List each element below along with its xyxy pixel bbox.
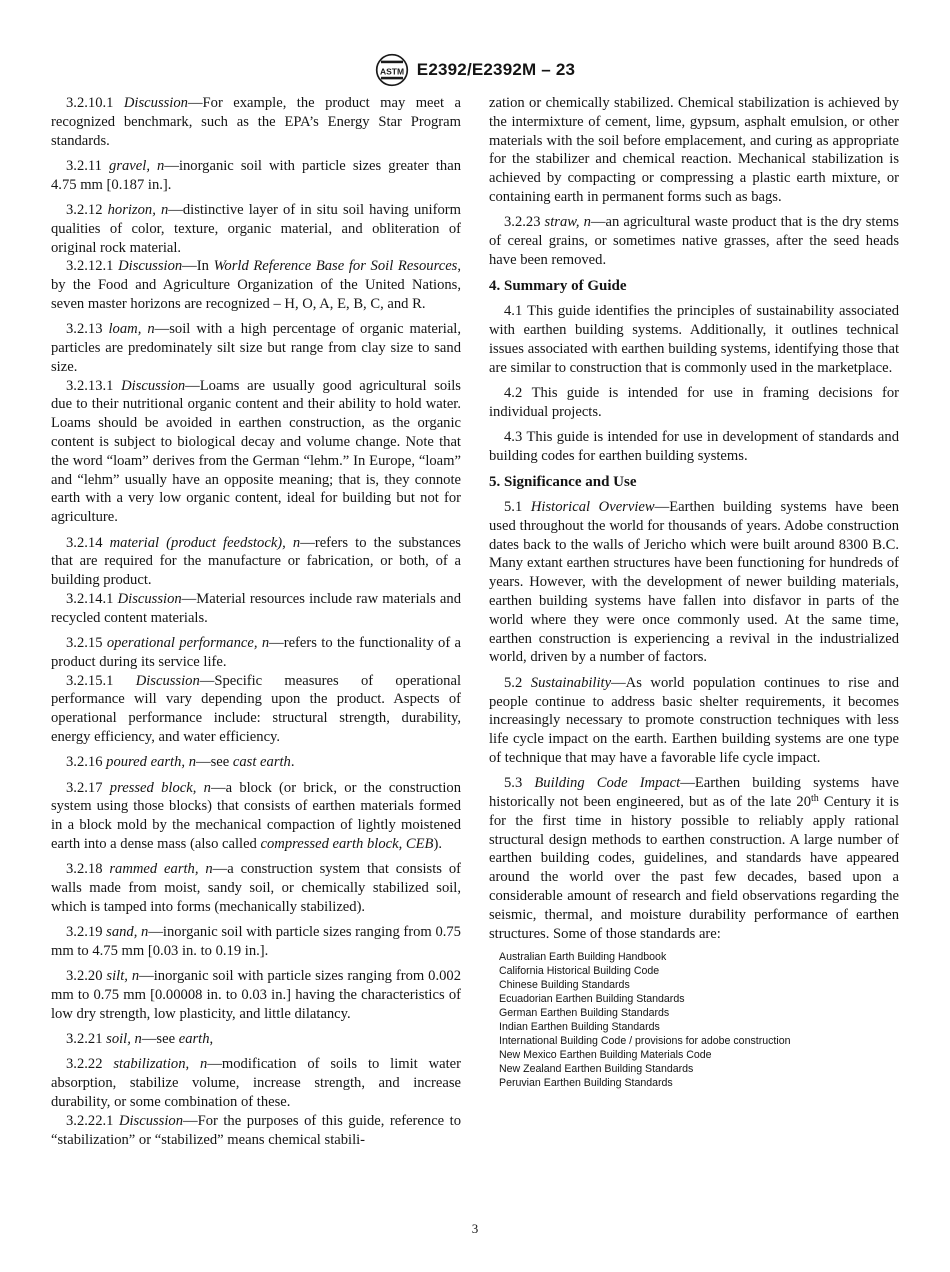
para-3-2-22: 3.2.22 stabilization, n—modification of soils to limit water absorption, stabilize volume, increase strength, and increase durability, or some combination of these. [51, 1056, 461, 1111]
list-item: Peruvian Earthen Building Standards [499, 1076, 673, 1089]
para-3-2-17: 3.2.17 pressed block, n—a block (or brick, or the construction system using those blocks) that consists of earthen materials formed in a block mold by the mechanical compaction of lightly moistened earth into a dense mass (also called compressed earth block, CEB). [51, 779, 461, 852]
left-column [51, 94, 461, 1156]
document-id: E2392/E2392M – 23 [416, 60, 576, 79]
para-3-2-22-1: 3.2.22.1 Discussion—For the purposes of this guide, reference to “stabilization” or “stabilized” means chemical stabili- [51, 1112, 461, 1148]
para-3-2-16: 3.2.16 poured earth, n—see cast earth. [66, 754, 295, 771]
page-header [0, 52, 950, 88]
standards-list [499, 951, 899, 1090]
para-5-1: 5.1 Historical Overview—Earthen building systems have been used throughout the world for thousands of years. Adobe construction dates back to the walls of Jericho which were built around 8300 B.C. Many extant earthen structures have been functioning for hundreds of years. However, with the development of newer building materials, earthen building systems have fallen into disfavor in parts of the world where they were once commonly used. At the same time, earthen construction is experiencing a revival in the industrialized world, driven by a number of factors. [489, 499, 899, 666]
list-item: German Earthen Building Standards [499, 1007, 670, 1019]
para-3-2-15-1: 3.2.15.1 Discussion—Specific measures of operational performance will vary depending upon the product. Aspects of operational performance include: structural strength, durability, energy efficiency, and water efficiency. [51, 672, 461, 745]
list-item: New Mexico Earthen Building Materials Code [499, 1048, 712, 1061]
para-3-2-10-1: 3.2.10.1 Discussion—For example, the product may meet a recognized benchmark, such as the EPA’s Energy Star Program standards. [51, 95, 461, 149]
astm-logo-icon [375, 53, 409, 87]
section-5-heading: 5. Significance and Use [489, 474, 637, 491]
para-5-3: 5.3 Building Code Impact—Earthen building systems have historically not been engineered, but as of the late 20th Century it is for the first time in history possible to reliably apply rational structural design methods to earthen construction. A large number of earthen building codes, guidelines, and standards have appeared around the world over the past few decades, based upon a considerable amount of research and field observations regarding the seismic, thermal, and moisture durability performance of earthen structures. Some of those standards are: [489, 775, 899, 942]
para-3-2-11: 3.2.11 gravel, n—inorganic soil with particle sizes greater than 4.75 mm [0.187 in.]. [51, 157, 461, 193]
para-3-2-19: 3.2.19 sand, n—inorganic soil with particle sizes ranging from 0.75 mm to 4.75 mm [0.03 in. to 0.19 in.]. [51, 924, 461, 959]
para-4-3: 4.3 This guide is intended for use in development of standards and building codes for earthen building systems. [489, 428, 899, 464]
list-item: New Zealand Earthen Building Standards [499, 1062, 694, 1075]
section-4-heading: 4. Summary of Guide [489, 278, 627, 295]
logo-text: ASTM [379, 66, 404, 77]
para-3-2-20: 3.2.20 silt, n—inorganic soil with particle sizes ranging from 0.002 mm to 0.75 mm [0.00008 in. to 0.03 in.] having the characteristics of low dry strength, low plasticity, and little dilatancy. [51, 968, 462, 1022]
list-item: International Building Code / provisions for adobe construction [499, 1034, 791, 1047]
list-item: California Historical Building Code [499, 965, 660, 978]
para-3-2-12-1: 3.2.12.1 Discussion—In World Reference Base for Soil Resources, by the Food and Agriculture Organization of the United Nations, seven master horizons are recognized – H, O, A, E, B, C, and R. [51, 258, 462, 312]
list-item: Ecuadorian Earthen Building Standards [499, 993, 685, 1006]
para-3-2-13: 3.2.13 loam, n—soil with a high percentage of organic material, particles are predominately silt size but range from clay size to sand size. [51, 321, 462, 375]
para-3-2-21: 3.2.21 soil, n—see earth, [66, 1031, 214, 1048]
para-4-1: 4.1 This guide identifies the principles of sustainability associated with earthen building systems. Additionally, it outlines technical issues associated with earthen building systems, identifying those that are similar to construction that is commonly used in the marketplace. [489, 303, 899, 376]
para-3-2-15: 3.2.15 operational performance, n—refers to the functionality of a product during its service life. [51, 635, 461, 670]
para-4-2: 4.2 This guide is intended for use in framing decisions for individual projects. [489, 384, 899, 420]
para-3-2-23: 3.2.23 straw, n—an agricultural waste product that is the dry stems of cereal grains, or sometimes native grasses, after the seed heads have been removed. [489, 214, 899, 268]
para-3-2-12: 3.2.12 horizon, n—distinctive layer of in situ soil having uniform qualities of color, texture, organic material, and obliteration of original rock material. [51, 201, 461, 256]
list-item: Chinese Building Standards [499, 979, 630, 992]
page-number: 3 [471, 1221, 479, 1236]
right-column [489, 94, 899, 1090]
para-3-2-13-1: 3.2.13.1 Discussion—Loams are usually good agricultural soils due to their nutritional organic content and their ability to hold water. Loams should be avoided in earthen construction, as the organic content is subject to biological decay and volume change. Note that the word “loam” derives from the German “lehm.” In Europe, “loam” and “lehm” usually have an opposite meaning; that is, they connote earth with a very low organic content, ideal for building but not for agriculture. [51, 377, 461, 526]
para-3-2-14: 3.2.14 material (product feedstock), n—refers to the substances that are required for the manufacture or fabrication, or both, of a building product. [51, 534, 461, 589]
para-5-2: 5.2 Sustainability—As world population continues to rise and people continue to address basic shelter requirements, it becomes increasingly necessary to promote construction techniques with less life cycle impact on the earth. Earthen building systems are one type of technique that may have a favorable life cycle impact. [489, 674, 899, 766]
list-item: Australian Earth Building Handbook [499, 951, 667, 964]
para-3-2-14-1: 3.2.14.1 Discussion—Material resources include raw materials and recycled content materials. [51, 590, 461, 626]
list-item: Indian Earthen Building Standards [499, 1020, 660, 1033]
para-3-2-22-1-continued: zation or chemically stabilized. Chemical stabilization is achieved by the intermixture of cement, lime, gypsum, asphalt emulsion, or other materials with the soil before emplacement, and curing as appropriate for the stabilizer and chemical reaction. Mechanical stabilization is achieved by compacting or compressing a plastic earth mixture, or containing earth in permanent forms such as bags. [489, 95, 899, 205]
para-3-2-18: 3.2.18 rammed earth, n—a construction system that consists of walls made from moist, sandy soil, or chemically stabilized soil, which is tamped into forms (mechanically stabilized). [51, 861, 461, 915]
